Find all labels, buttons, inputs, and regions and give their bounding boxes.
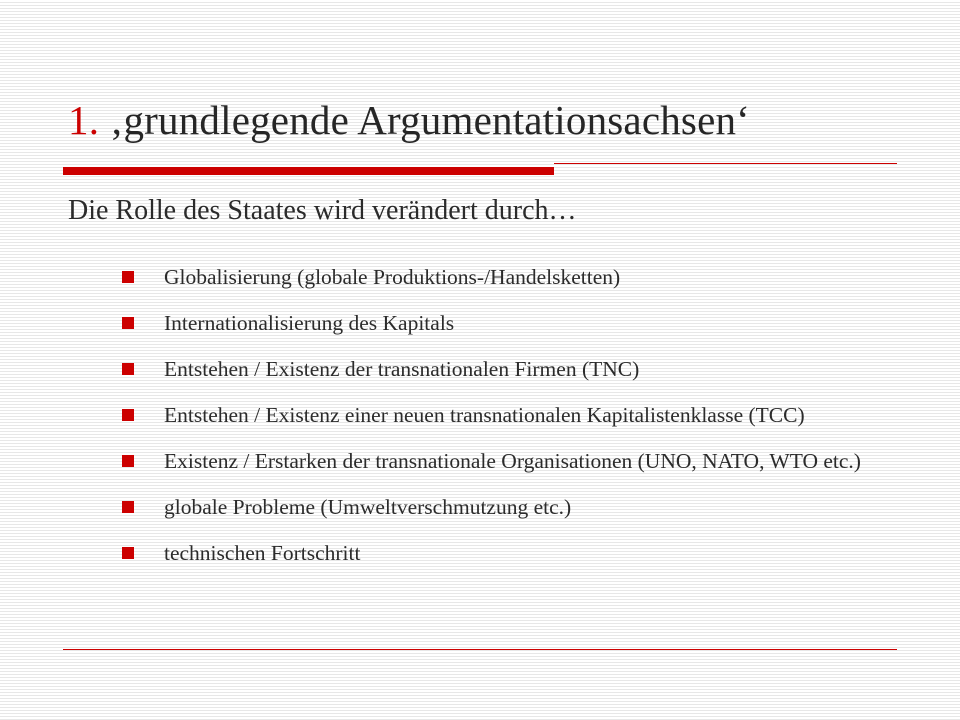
- slide-subtitle: Die Rolle des Staates wird verändert durch…: [68, 195, 577, 226]
- square-bullet-icon: [122, 547, 134, 559]
- bullet-item: [116, 262, 896, 292]
- bullet-item: [116, 538, 896, 568]
- bullet-text: globale Probleme (Umweltverschmutzung etc.): [164, 495, 572, 519]
- bullet-item: [116, 492, 896, 522]
- bullet-item: [116, 308, 896, 338]
- bullet-list: [116, 262, 896, 584]
- square-bullet-icon: [122, 317, 134, 329]
- square-bullet-icon: [122, 501, 134, 513]
- title-number: 1.: [68, 97, 100, 143]
- square-bullet-icon: [122, 363, 134, 375]
- bullet-text: Entstehen / Existenz einer neuen transnationalen Kapitalistenklasse (TCC): [164, 403, 805, 427]
- square-bullet-icon: [122, 271, 134, 283]
- title-underline-thick: [63, 167, 554, 175]
- square-bullet-icon: [122, 409, 134, 421]
- square-bullet-icon: [122, 455, 134, 467]
- bullet-item: [116, 400, 896, 430]
- footer-rule: [63, 649, 897, 650]
- bullet-item: [116, 354, 896, 384]
- bullet-text: technischen Fortschritt: [164, 541, 361, 565]
- bullet-text: Globalisierung (globale Produktions-/Handelsketten): [164, 265, 621, 289]
- bullet-item: [116, 446, 896, 476]
- bullet-text: Internationalisierung des Kapitals: [164, 311, 455, 335]
- slide-title: [68, 96, 750, 145]
- bullet-text: Entstehen / Existenz der transnationalen Firmen (TNC): [164, 357, 640, 381]
- title-text: ‚grundlegende Argumentationsachsen‘: [109, 97, 751, 143]
- title-underline-thin: [554, 163, 897, 164]
- bullet-text: Existenz / Erstarken der transnationale Organisationen (UNO, NATO, WTO etc.): [164, 449, 861, 473]
